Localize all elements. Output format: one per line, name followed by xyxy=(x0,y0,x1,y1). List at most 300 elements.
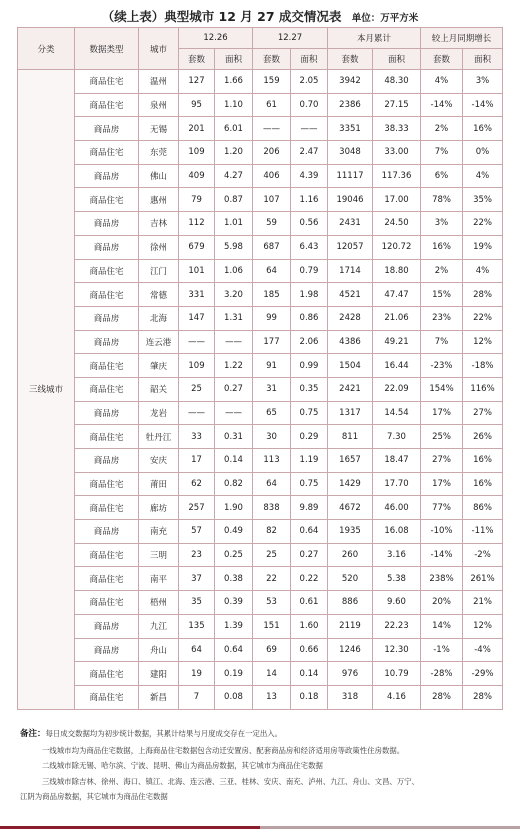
area-month-cell: 120.72 xyxy=(373,235,421,259)
area-month-cell: 17.70 xyxy=(373,472,421,496)
sets-1226-cell: 7 xyxy=(179,685,215,709)
area-month-cell: 117.36 xyxy=(373,164,421,188)
data-type-cell: 商品住宅 xyxy=(75,567,139,591)
city-cell: 莆田 xyxy=(139,472,179,496)
growth-sets-cell: 16% xyxy=(421,235,463,259)
area-month-cell: 9.60 xyxy=(373,591,421,615)
city-cell: 牡丹江 xyxy=(139,425,179,449)
data-type-cell: 商品住宅 xyxy=(75,283,139,307)
growth-sets-cell: -23% xyxy=(421,354,463,378)
growth-area-cell: 22% xyxy=(463,212,503,236)
area-1227-cell: 0.56 xyxy=(291,212,328,236)
area-1227-cell: 1.16 xyxy=(291,188,328,212)
notes-line-4: 三线城市除吉林、徐州、海口、镇江、北海、连云港、三亚、桂林、安庆、南充、泸州、九江、舟山、文昌、万宁、 xyxy=(42,776,419,786)
data-type-cell: 商品房 xyxy=(75,306,139,330)
sets-month-cell: 886 xyxy=(328,591,373,615)
header-sets: 套数 xyxy=(253,49,291,70)
table-row xyxy=(18,259,503,283)
area-1226-cell: 1.66 xyxy=(215,70,253,94)
growth-area-cell: 86% xyxy=(463,496,503,520)
growth-sets-cell: -14% xyxy=(421,93,463,117)
sets-1226-cell: 57 xyxy=(179,520,215,544)
growth-area-cell: 116% xyxy=(463,377,503,401)
data-type-cell: 商品住宅 xyxy=(75,70,139,94)
city-cell: 南充 xyxy=(139,520,179,544)
header-area: 面积 xyxy=(463,49,503,70)
sets-1227-cell: 185 xyxy=(253,283,291,307)
growth-area-cell: 12% xyxy=(463,614,503,638)
growth-sets-cell: -28% xyxy=(421,662,463,686)
growth-area-cell: -11% xyxy=(463,520,503,544)
table-row xyxy=(18,283,503,307)
sets-month-cell: 2431 xyxy=(328,212,373,236)
city-cell: 韶关 xyxy=(139,377,179,401)
city-cell: 无锡 xyxy=(139,117,179,141)
growth-sets-cell: 2% xyxy=(421,259,463,283)
city-cell: 建阳 xyxy=(139,662,179,686)
growth-sets-cell: 17% xyxy=(421,401,463,425)
sets-month-cell: 3942 xyxy=(328,70,373,94)
sets-1226-cell: —— xyxy=(179,330,215,354)
data-type-cell: 商品房 xyxy=(75,520,139,544)
area-month-cell: 17.00 xyxy=(373,188,421,212)
area-1227-cell: 0.79 xyxy=(291,259,328,283)
city-cell: 舟山 xyxy=(139,638,179,662)
sets-month-cell: 2386 xyxy=(328,93,373,117)
area-1226-cell: 1.01 xyxy=(215,212,253,236)
area-month-cell: 27.15 xyxy=(373,93,421,117)
sets-1226-cell: 19 xyxy=(179,662,215,686)
city-cell: 三明 xyxy=(139,543,179,567)
data-type-cell: 商品房 xyxy=(75,164,139,188)
sets-month-cell: 2119 xyxy=(328,614,373,638)
sets-1227-cell: 14 xyxy=(253,662,291,686)
data-type-cell: 商品住宅 xyxy=(75,662,139,686)
area-1227-cell: 1.60 xyxy=(291,614,328,638)
header-date-1226: 12.26 xyxy=(179,28,253,49)
growth-area-cell: 22% xyxy=(463,306,503,330)
growth-sets-cell: 17% xyxy=(421,472,463,496)
area-month-cell: 16.08 xyxy=(373,520,421,544)
notes-line-5: 江阴为商品房数据，其它城市为商品住宅数据 xyxy=(20,792,168,801)
growth-sets-cell: 238% xyxy=(421,567,463,591)
area-1226-cell: 4.27 xyxy=(215,164,253,188)
sets-month-cell: 2428 xyxy=(328,306,373,330)
area-month-cell: 10.79 xyxy=(373,662,421,686)
area-1226-cell: —— xyxy=(215,401,253,425)
sets-1226-cell: 62 xyxy=(179,472,215,496)
growth-sets-cell: 7% xyxy=(421,330,463,354)
data-type-cell: 商品房 xyxy=(75,117,139,141)
sets-1227-cell: 53 xyxy=(253,591,291,615)
data-type-cell: 商品住宅 xyxy=(75,591,139,615)
area-1227-cell: 0.66 xyxy=(291,638,328,662)
growth-area-cell: 21% xyxy=(463,591,503,615)
data-type-cell: 商品房 xyxy=(75,449,139,473)
sets-1226-cell: 679 xyxy=(179,235,215,259)
sets-1227-cell: 99 xyxy=(253,306,291,330)
area-1226-cell: 0.49 xyxy=(215,520,253,544)
sets-month-cell: 3351 xyxy=(328,117,373,141)
growth-sets-cell: -10% xyxy=(421,520,463,544)
table-body xyxy=(18,70,503,710)
city-cell: 梧州 xyxy=(139,591,179,615)
sets-1226-cell: 257 xyxy=(179,496,215,520)
sets-1227-cell: 22 xyxy=(253,567,291,591)
sets-1227-cell: 406 xyxy=(253,164,291,188)
header-month-total: 本月累计 xyxy=(328,28,421,49)
growth-sets-cell: 14% xyxy=(421,614,463,638)
sets-month-cell: 4672 xyxy=(328,496,373,520)
sets-1227-cell: 159 xyxy=(253,70,291,94)
area-1227-cell: 0.29 xyxy=(291,425,328,449)
sets-1227-cell: 838 xyxy=(253,496,291,520)
sets-1227-cell: 687 xyxy=(253,235,291,259)
area-1227-cell: 1.19 xyxy=(291,449,328,473)
area-1226-cell: 6.01 xyxy=(215,117,253,141)
growth-sets-cell: 15% xyxy=(421,283,463,307)
growth-area-cell: 16% xyxy=(463,117,503,141)
city-cell: 连云港 xyxy=(139,330,179,354)
sets-month-cell: 12057 xyxy=(328,235,373,259)
area-month-cell: 12.30 xyxy=(373,638,421,662)
table-row xyxy=(18,377,503,401)
header-data-type: 数据类型 xyxy=(75,28,139,70)
area-1227-cell: 0.75 xyxy=(291,401,328,425)
city-cell: 江门 xyxy=(139,259,179,283)
growth-sets-cell: 4% xyxy=(421,70,463,94)
area-1227-cell: 6.43 xyxy=(291,235,328,259)
table-row xyxy=(18,141,503,165)
city-cell: 佛山 xyxy=(139,164,179,188)
sets-1226-cell: 109 xyxy=(179,141,215,165)
table-row xyxy=(18,472,503,496)
data-type-cell: 商品住宅 xyxy=(75,188,139,212)
sets-1226-cell: 25 xyxy=(179,377,215,401)
area-1227-cell: 9.89 xyxy=(291,496,328,520)
growth-area-cell: 3% xyxy=(463,70,503,94)
area-1226-cell: 0.39 xyxy=(215,591,253,615)
growth-area-cell: -18% xyxy=(463,354,503,378)
growth-area-cell: 35% xyxy=(463,188,503,212)
growth-sets-cell: 6% xyxy=(421,164,463,188)
growth-area-cell: 12% xyxy=(463,330,503,354)
header-row-1 xyxy=(18,28,503,49)
area-1226-cell: 0.27 xyxy=(215,377,253,401)
data-type-cell: 商品住宅 xyxy=(75,496,139,520)
city-cell: 南平 xyxy=(139,567,179,591)
header-area: 面积 xyxy=(373,49,421,70)
data-type-cell: 商品房 xyxy=(75,330,139,354)
area-month-cell: 3.16 xyxy=(373,543,421,567)
city-cell: 常德 xyxy=(139,283,179,307)
sets-1226-cell: 35 xyxy=(179,591,215,615)
sets-1227-cell: 59 xyxy=(253,212,291,236)
area-1226-cell: 0.38 xyxy=(215,567,253,591)
area-1227-cell: —— xyxy=(291,117,328,141)
area-1227-cell: 0.75 xyxy=(291,472,328,496)
area-month-cell: 21.06 xyxy=(373,306,421,330)
growth-area-cell: 4% xyxy=(463,164,503,188)
data-type-cell: 商品房 xyxy=(75,235,139,259)
table-row xyxy=(18,212,503,236)
sets-month-cell: 1317 xyxy=(328,401,373,425)
sets-1226-cell: —— xyxy=(179,401,215,425)
city-cell: 安庆 xyxy=(139,449,179,473)
table-row xyxy=(18,685,503,709)
table-row xyxy=(18,235,503,259)
notes-line-2: 一线城市均为商品住宅数据，上海商品住宅数据包含动迁安置房、配套商品房和经济适用房等政策性住房数据。 xyxy=(42,745,405,755)
sets-month-cell: 1714 xyxy=(328,259,373,283)
growth-area-cell: 16% xyxy=(463,449,503,473)
sets-1226-cell: 79 xyxy=(179,188,215,212)
area-1227-cell: 0.99 xyxy=(291,354,328,378)
city-cell: 北海 xyxy=(139,306,179,330)
growth-sets-cell: 3% xyxy=(421,212,463,236)
sets-1226-cell: 201 xyxy=(179,117,215,141)
area-month-cell: 49.21 xyxy=(373,330,421,354)
area-1226-cell: 0.19 xyxy=(215,662,253,686)
city-cell: 廊坊 xyxy=(139,496,179,520)
notes-label: 备注： xyxy=(20,729,46,739)
area-1227-cell: 0.27 xyxy=(291,543,328,567)
table-row xyxy=(18,117,503,141)
area-month-cell: 48.30 xyxy=(373,70,421,94)
growth-sets-cell: 25% xyxy=(421,425,463,449)
sets-1226-cell: 331 xyxy=(179,283,215,307)
data-type-cell: 商品住宅 xyxy=(75,259,139,283)
header-sets: 套数 xyxy=(421,49,463,70)
table-row xyxy=(18,543,503,567)
sets-month-cell: 4386 xyxy=(328,330,373,354)
area-1226-cell: 5.98 xyxy=(215,235,253,259)
area-month-cell: 38.33 xyxy=(373,117,421,141)
sets-1227-cell: 91 xyxy=(253,354,291,378)
growth-sets-cell: 78% xyxy=(421,188,463,212)
data-type-cell: 商品住宅 xyxy=(75,93,139,117)
area-1226-cell: 1.06 xyxy=(215,259,253,283)
area-month-cell: 46.00 xyxy=(373,496,421,520)
city-cell: 惠州 xyxy=(139,188,179,212)
notes-line-3: 二线城市除无锡、哈尔滨、宁波、昆明、佛山为商品房数据，其它城市为商品住宅数据 xyxy=(42,761,323,770)
area-month-cell: 18.80 xyxy=(373,259,421,283)
area-month-cell: 33.00 xyxy=(373,141,421,165)
city-cell: 徐州 xyxy=(139,235,179,259)
table-row xyxy=(18,401,503,425)
table-row xyxy=(18,188,503,212)
data-type-cell: 商品房 xyxy=(75,212,139,236)
sets-month-cell: 1504 xyxy=(328,354,373,378)
area-1227-cell: 0.22 xyxy=(291,567,328,591)
area-month-cell: 47.47 xyxy=(373,283,421,307)
category-cell: 三线城市 xyxy=(18,70,75,710)
header-sets: 套数 xyxy=(179,49,215,70)
growth-sets-cell: 23% xyxy=(421,306,463,330)
city-cell: 东莞 xyxy=(139,141,179,165)
area-month-cell: 16.44 xyxy=(373,354,421,378)
sets-1226-cell: 23 xyxy=(179,543,215,567)
growth-area-cell: -4% xyxy=(463,638,503,662)
bottom-divider-accent xyxy=(0,826,260,829)
area-month-cell: 7.30 xyxy=(373,425,421,449)
header-growth: 较上月同期增长 xyxy=(421,28,503,49)
growth-area-cell: 261% xyxy=(463,567,503,591)
sets-1227-cell: —— xyxy=(253,117,291,141)
city-cell: 九江 xyxy=(139,614,179,638)
sets-1226-cell: 127 xyxy=(179,70,215,94)
area-1227-cell: 0.61 xyxy=(291,591,328,615)
transaction-table xyxy=(17,27,503,710)
sets-month-cell: 4521 xyxy=(328,283,373,307)
data-type-cell: 商品住宅 xyxy=(75,472,139,496)
area-month-cell: 22.23 xyxy=(373,614,421,638)
sets-month-cell: 520 xyxy=(328,567,373,591)
table-row xyxy=(18,591,503,615)
sets-month-cell: 11117 xyxy=(328,164,373,188)
notes-text-1: 每日成交数据均为初步统计数据，其累计结果与月度成交存在一定出入。 xyxy=(45,729,283,738)
sets-1226-cell: 109 xyxy=(179,354,215,378)
area-1227-cell: 4.39 xyxy=(291,164,328,188)
sets-month-cell: 811 xyxy=(328,425,373,449)
area-1227-cell: 2.06 xyxy=(291,330,328,354)
table-row xyxy=(18,425,503,449)
header-city: 城市 xyxy=(139,28,179,70)
growth-sets-cell: 2% xyxy=(421,117,463,141)
table-row xyxy=(18,496,503,520)
area-month-cell: 4.16 xyxy=(373,685,421,709)
sets-1226-cell: 409 xyxy=(179,164,215,188)
area-1226-cell: 1.90 xyxy=(215,496,253,520)
growth-area-cell: -29% xyxy=(463,662,503,686)
growth-area-cell: -2% xyxy=(463,543,503,567)
sets-1226-cell: 101 xyxy=(179,259,215,283)
sets-1226-cell: 17 xyxy=(179,449,215,473)
growth-area-cell: 4% xyxy=(463,259,503,283)
sets-1226-cell: 95 xyxy=(179,93,215,117)
area-1226-cell: 0.08 xyxy=(215,685,253,709)
sets-1226-cell: 33 xyxy=(179,425,215,449)
area-month-cell: 5.38 xyxy=(373,567,421,591)
growth-sets-cell: -14% xyxy=(421,543,463,567)
data-type-cell: 商品房 xyxy=(75,614,139,638)
area-month-cell: 22.09 xyxy=(373,377,421,401)
header-category: 分类 xyxy=(18,28,75,70)
area-1226-cell: 1.22 xyxy=(215,354,253,378)
table-row xyxy=(18,449,503,473)
area-1226-cell: —— xyxy=(215,330,253,354)
growth-area-cell: 28% xyxy=(463,283,503,307)
city-cell: 新昌 xyxy=(139,685,179,709)
city-cell: 龙岩 xyxy=(139,401,179,425)
sets-1226-cell: 135 xyxy=(179,614,215,638)
area-1227-cell: 0.35 xyxy=(291,377,328,401)
growth-area-cell: 26% xyxy=(463,425,503,449)
sets-1226-cell: 37 xyxy=(179,567,215,591)
data-type-cell: 商品房 xyxy=(75,401,139,425)
sets-1227-cell: 177 xyxy=(253,330,291,354)
area-1227-cell: 0.70 xyxy=(291,93,328,117)
area-1226-cell: 0.82 xyxy=(215,472,253,496)
data-type-cell: 商品住宅 xyxy=(75,425,139,449)
sets-1227-cell: 31 xyxy=(253,377,291,401)
data-type-cell: 商品住宅 xyxy=(75,354,139,378)
unit-label: 单位：万平方米 xyxy=(351,13,419,24)
sets-1226-cell: 112 xyxy=(179,212,215,236)
sets-1227-cell: 30 xyxy=(253,425,291,449)
table-row xyxy=(18,354,503,378)
table-row xyxy=(18,638,503,662)
table-row xyxy=(18,330,503,354)
table-row xyxy=(18,93,503,117)
area-1227-cell: 0.86 xyxy=(291,306,328,330)
area-month-cell: 18.47 xyxy=(373,449,421,473)
growth-sets-cell: -1% xyxy=(421,638,463,662)
sets-1226-cell: 147 xyxy=(179,306,215,330)
sets-1227-cell: 64 xyxy=(253,259,291,283)
header-date-1227: 12.27 xyxy=(253,28,328,49)
header-area: 面积 xyxy=(215,49,253,70)
area-1227-cell: 0.14 xyxy=(291,662,328,686)
city-cell: 肇庆 xyxy=(139,354,179,378)
sets-1227-cell: 13 xyxy=(253,685,291,709)
area-1227-cell: 0.18 xyxy=(291,685,328,709)
city-cell: 吉林 xyxy=(139,212,179,236)
city-cell: 泉州 xyxy=(139,93,179,117)
sets-1227-cell: 64 xyxy=(253,472,291,496)
area-1226-cell: 0.31 xyxy=(215,425,253,449)
table-row xyxy=(18,662,503,686)
area-1226-cell: 0.87 xyxy=(215,188,253,212)
sets-month-cell: 2421 xyxy=(328,377,373,401)
growth-area-cell: -14% xyxy=(463,93,503,117)
header-sets: 套数 xyxy=(328,49,373,70)
sets-month-cell: 19046 xyxy=(328,188,373,212)
area-1226-cell: 0.64 xyxy=(215,638,253,662)
growth-sets-cell: 7% xyxy=(421,141,463,165)
growth-sets-cell: 20% xyxy=(421,591,463,615)
area-1226-cell: 1.10 xyxy=(215,93,253,117)
data-type-cell: 商品住宅 xyxy=(75,377,139,401)
area-1226-cell: 1.31 xyxy=(215,306,253,330)
sets-1227-cell: 61 xyxy=(253,93,291,117)
area-1227-cell: 0.64 xyxy=(291,520,328,544)
sets-month-cell: 1429 xyxy=(328,472,373,496)
table-row xyxy=(18,164,503,188)
sets-month-cell: 1935 xyxy=(328,520,373,544)
growth-sets-cell: 27% xyxy=(421,449,463,473)
sets-1227-cell: 82 xyxy=(253,520,291,544)
sets-1227-cell: 206 xyxy=(253,141,291,165)
notes-section xyxy=(20,726,510,805)
table-row xyxy=(18,306,503,330)
growth-sets-cell: 77% xyxy=(421,496,463,520)
area-1226-cell: 0.14 xyxy=(215,449,253,473)
table-row xyxy=(18,567,503,591)
sets-month-cell: 976 xyxy=(328,662,373,686)
sets-1227-cell: 25 xyxy=(253,543,291,567)
area-1226-cell: 0.25 xyxy=(215,543,253,567)
city-cell: 温州 xyxy=(139,70,179,94)
title-text: （续上表）典型城市 12 月 27 成交情况表 xyxy=(101,9,342,24)
growth-area-cell: 27% xyxy=(463,401,503,425)
area-1227-cell: 1.98 xyxy=(291,283,328,307)
growth-area-cell: 19% xyxy=(463,235,503,259)
data-type-cell: 商品住宅 xyxy=(75,543,139,567)
growth-sets-cell: 28% xyxy=(421,685,463,709)
table-row xyxy=(18,614,503,638)
table-row xyxy=(18,70,503,94)
table-row xyxy=(18,520,503,544)
